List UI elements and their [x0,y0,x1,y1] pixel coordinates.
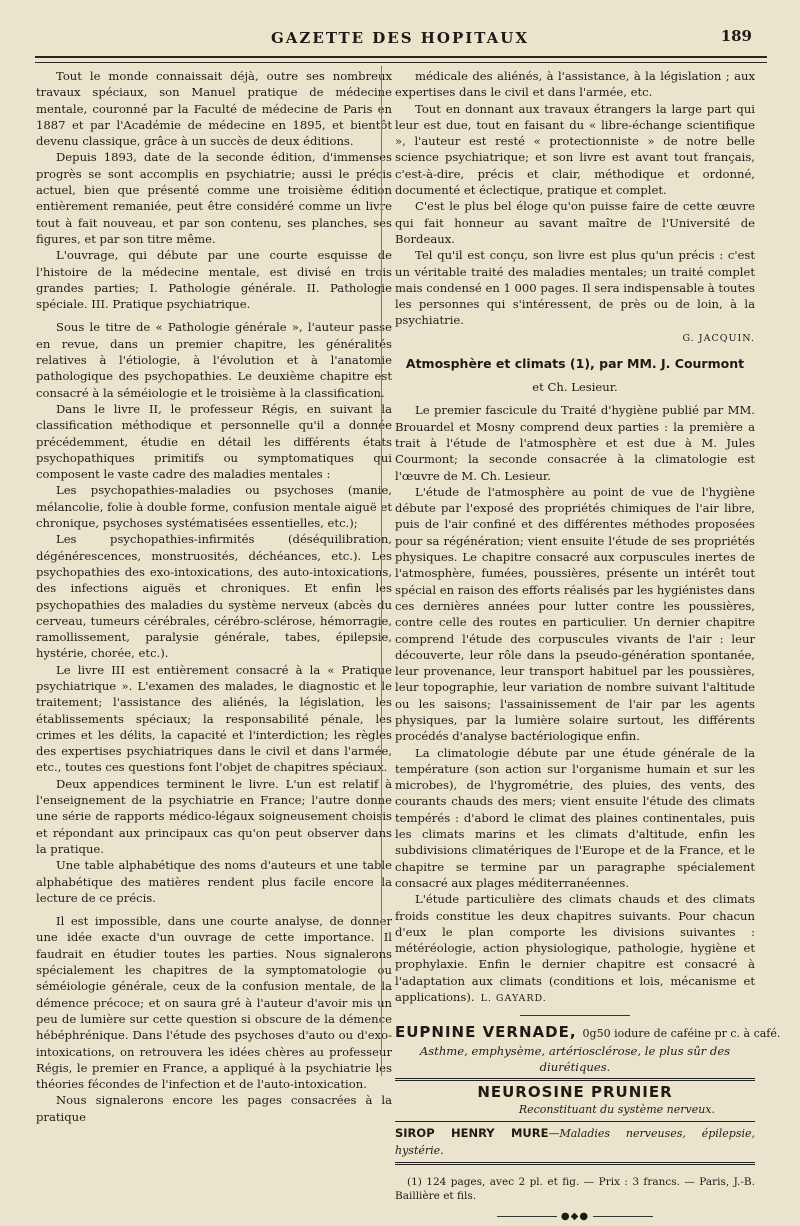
eupnine-tagline: Asthme, emphysème, artériosclérose, le plus sûr des diurétiques. [419,1043,731,1074]
paragraph: L'étude de l'atmosphère au point de vue de l'hygiène débute par l'exposé des propriétés chimiques de l'air libre, puis de l'air confiné et des différentes méthodes proposées pour sa régénération; vient ensuite l'étude de ses propriétés physiques. Le chapitre consacré aux corpuscules inertes de l'atmosphère, fumées, poussières, présente un intérêt tout spécial en raison des efforts réalisés par les hygiénistes dans ces dernières années pour lutter contre les poussières, contre celle des routes en particulier. Un dernier chapitre comprend l'étude des corpuscules vivants de l'air : leur découverte, leur rôle dans la pseudo-génération spontanée, leur provenance, leur transport habituel par les poussières, leur topographie, leur variation de nombre suivant l'altitude ou les saisons; l'assainissement de l'air par les agents physiques, par la lumière solaire surtout, les différents procédés d'analyse bactériologique enfin. [395,484,755,744]
sirop-brand: SIROP HENRY MURE [395,1125,549,1140]
eupnine-detail: 0g50 iodure de caféine pr c. à café. [582,1027,781,1041]
eupnine-ad [395,1023,781,1042]
paragraph-text: L'étude particulière des climats chauds et des climats froids constitue les deux chapitres suivants. Pour chacun d'eux le plan comporte les divisions suivantes : météréologie, action physiologique, pathologie, hygiène et prophylaxie. Enfin le dernier chapitre est consacré à l'adaptation aux climats (conditions et lois, mécanisme et applications). [395,892,755,1005]
review-byline: et Ch. Lesieur. [532,380,618,395]
paragraph: Depuis 1893, date de la seconde édition, d'immenses progrès se sont accomplis en psychiatrie; aussi le précis actuel, bien que présenté comme une troisième édition entièrement remaniée, peut être considéré comme un livre tout à fait nouveau, et par son contenu, ses planches, ses figures, et par son titre même. [36,150,392,246]
paragraph: Une table alphabétique des noms d'auteurs et une table alphabétique des matières rendent plus facile encore la lecture de ce précis. [36,858,392,905]
review-signature: L. GAYARD. [480,993,547,1005]
end-ornament: ●◆● [395,1209,755,1225]
review-title: Atmosphère et climats (1), par MM. J. Courmont [405,356,745,372]
paragraph: La climatologie débute par une étude générale de la température (son action sur l'organisme humain et sur les microbes), de l'hygrométrie, des pluies, des vents, des courants chauds des mers; vient ensuite l'étude des climats tempérés : d'abord le climat des plaines continentales, puis les climats marins et les climats d'altitude, enfin les subdivisions climatériques de l'Europe et de la France, et le chapitre se termine par un paragraphe spécialement consacré aux plages méditerranéennes. [395,745,755,890]
paragraph: Nous signalerons encore les pages consacrées à la pratique [36,1093,392,1124]
advertisements [395,1023,781,1165]
ad-divider [395,1162,755,1165]
neurosine-tagline: Reconstituant du système nerveux. [518,1102,715,1116]
paragraph: Deux appendices terminent le livre. L'un est relatif à l'enseignement de la psychiatrie en France; l'autre donne une série de rapports médico-légaux soigneusement choisis et répondant aux principaux cas qu'on peut observer dans la pratique. [36,776,392,856]
paragraph: Tout en donnant aux travaux étrangers la large part qui leur est due, tout en faisant du « libre-échange scientifique », l'auteur est resté « protectionniste » de notre belle science psychiatrique; et son livre est avant tout français, c'est-à-dire, précis et clair, méthodique et ordonné, documenté et éclectique, pratique et complet. [395,101,755,198]
paragraph: Dans le livre II, le professeur Régis, en suivant la classification méthodique et personnelle qu'il a donnée précédemment, étudie en détail les différents états psychopathiques primitifs ou symptomatiques qui composent le vaste cadre des maladies mentales : [36,401,392,482]
page-number: 189 [720,27,752,45]
header-rule-thin [35,62,767,63]
paragraph: Les psychopathies-infirmités (déséquilibration, dégénérescences, monstruosités, déchéances, etc.). Les psychopathies des exo-intoxications, des auto-intoxications, des infections aiguës et chroniques. Et enfin les psychopathies des maladies du système nerveux (abcès du cerveau, tumeurs cérébrales, cérébro-sclérose, hémorragie, ramollissement, paralysie générale, tabes, épilepsie, hystérie, chorée, etc.). [36,532,392,661]
footnote: (1) 124 pages, avec 2 pl. et fig. — Prix : 3 francs. — Paris, J.-B. Baillière et fils. [395,1176,755,1203]
paragraph: médicale des aliénés, à l'assistance, à la législation ; aux expertises dans le civil et dans l'armée, etc. [395,69,755,100]
sirop-ad [395,1125,755,1160]
review-signature: G. JACQUIN. [682,332,755,344]
right-column [395,68,781,1226]
paragraph: Le premier fascicule du Traité d'hygiène publié par MM. Brouardel et Mosny comprend deux parties : la première a trait à l'étude de l'atmosphère et est due à M. Jules Courmont; la seconde consacrée à la climatologie est l'œuvre de M. Ch. Lesieur. [395,403,755,483]
paragraph: C'est le plus bel éloge qu'on puisse faire de cette œuvre qui fait honneur au savant maître de l'Université de Bordeaux. [395,199,755,246]
journal-title: GAZETTE DES HOPITAUX [270,29,529,47]
left-column [36,68,392,1125]
paragraph: Sous le titre de « Pathologie générale », l'auteur passe en revue, dans un premier chapitre, les généralités relatives à l'étiologie, à l'évolution et à l'anatomie pathologique des psychopathies. Le deuxième chapitre est consacré à la séméiologie et le troisième à la classification. [36,320,392,400]
section-rule [520,1015,630,1016]
paragraph: Il est impossible, dans une courte analyse, de donner une idée exacte d'un ouvrage de cette importance. Il faudrait en étudier toutes les parties. Nous signalerons spécialement les chapitres de la symptomatologie ou séméiologie générale, ceux de la confusion mentale, de la démence précoce; et on saura gré à l'auteur d'avoir mis un peu de lumière sur cette question si obscure de la démence hébéphrénique. Dans l'étude des psychoses d'auto ou d'exo-intoxications, on retrouvera les idées chères au professeur Régis, le premier en France, a appliqué à la psychiatrie les théories fécondes de l'infection et de l'auto-intoxication. [36,914,392,1092]
ad-divider [395,1121,755,1122]
eupnine-brand: EUPNINE VERNADE, [395,1023,577,1042]
neurosine-brand: NEUROSINE PRUNIER [477,1083,673,1102]
paragraph: Tout le monde connaissait déjà, outre ses nombreux travaux spéciaux, son Manuel pratique de médecine mentale, couronné par la Faculté de médecine de Paris en 1887 et par l'Académie de médecine en 1895, et bientôt devenu classique, grâce à un succès de deux éditions. [36,69,392,149]
ad-divider [395,1078,755,1081]
paragraph [395,891,755,1007]
header-rule [35,56,767,58]
sirop-detail: —Maladies nerveuses, épilepsie, hystérie. [395,1126,755,1158]
paragraph: Le livre III est entièrement consacré à la « Pratique psychiatrique ». L'examen des malades, le diagnostic et le traitement; l'assistance des aliénés, la législation, les établissements spéciaux; la responsabilité pénale, les crimes et les délits, la capacité et l'interdiction; les règles des expertises psychiatriques dans le civil et dans l'armée, etc., toutes ces questions font l'objet de chapitres spéciaux. [36,662,392,775]
paragraph: Les psychopathies-maladies ou psychoses (manie, mélancolie, folie à double forme, confusion mentale aiguë et chronique, psychoses systématisées essentielles, etc.); [36,483,392,531]
column-divider [381,66,382,1076]
paragraph: L'ouvrage, qui débute par une courte esquisse de l'histoire de la médecine mentale, est divisé en trois grandes parties; I. Pathologie générale. II. Pathologie spéciale. III. Pratique psychiatrique. [36,248,392,312]
paragraph: Tel qu'il est conçu, son livre est plus qu'un précis : c'est un véritable traité des maladies mentales; un traité complet mais condensé en 1 000 pages. Il sera indispensable à toutes les personnes qui s'intéressent, de près ou de loin, à la psychiatrie. [395,248,755,328]
